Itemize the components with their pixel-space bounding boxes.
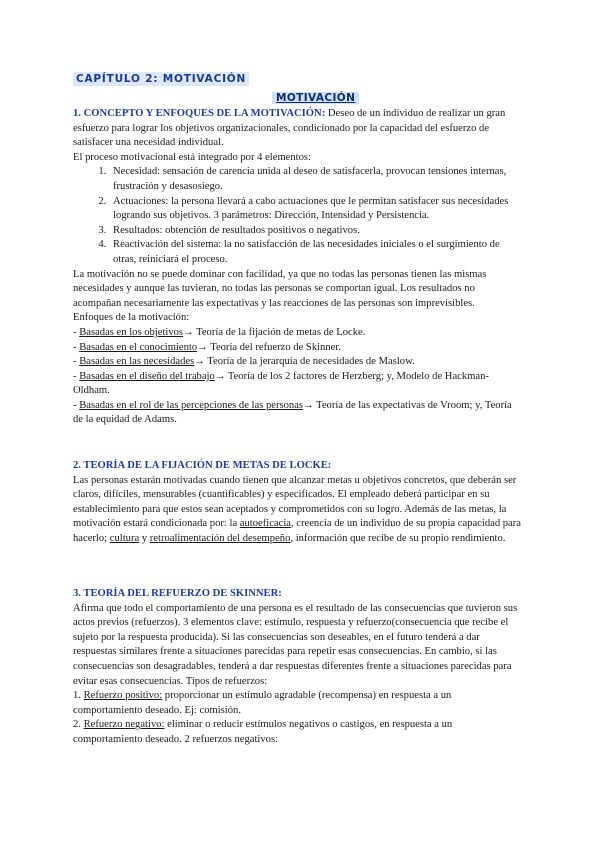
text: , información que recibe de su propio rendimiento. xyxy=(290,532,506,544)
section-1 xyxy=(73,107,523,428)
text: Las personas estarán motivadas cuando tienen que alcanzar metas u objetivos concretos, que deberán ser claros, difíciles, mensurables (cuantificables) y especificados. El empleado deberá participar en su establecimiento para que estos sean aceptados y comprometidos con su logro. Además de las metas, la motivación estará condicionada por: la xyxy=(73,474,517,530)
section-2 xyxy=(73,459,523,547)
text: , creencia de un individuo de su propia capacidad para hacerlo; xyxy=(73,518,521,544)
reinforcement-item xyxy=(73,718,523,747)
dash: - xyxy=(73,326,80,338)
reinforcement-label: Refuerzo positivo: xyxy=(83,690,163,702)
text: y xyxy=(139,532,150,544)
approach-item xyxy=(73,370,523,399)
approach-item xyxy=(73,326,523,341)
approach-text: → Teoría de la jerarquía de necesidades de Maslow. xyxy=(194,356,415,368)
term-retroalimentacion: retroalimentación del desempeño xyxy=(149,532,291,544)
chapter-title: CAPÍTULO 2: MOTIVACIÓN xyxy=(73,72,249,86)
approach-item xyxy=(73,355,523,370)
approach-text: → Teoría de los 2 factores de Herzberg; y, Modelo de Hackman-Oldham. xyxy=(73,370,489,397)
number: 1. xyxy=(73,690,84,702)
reinforcement-text: proporcionar un estímulo agradable (recompensa) en respuesta a un comportamiento deseado. Ej: comisión. xyxy=(73,690,452,716)
section-1-heading: 1. CONCEPTO Y ENFOQUES DE LA MOTIVACIÓN: xyxy=(73,108,326,119)
dash: - xyxy=(73,356,80,368)
approach-label: Basadas en las necesidades xyxy=(79,356,195,368)
approach-text: → Teoría del refuerzo de Skinner. xyxy=(197,341,341,353)
list-item: 2. Actuaciones: la persona llevará a cabo actuaciones que le permitan satisfacer sus necesidades logrando sus objetivos. 3 parámetros: Dirección, Intensidad y Persistencia. xyxy=(109,195,523,224)
approaches-title: Enfoques de la motivación: xyxy=(73,312,190,324)
approach-label: Basadas en el diseño del trabajo xyxy=(79,370,215,382)
number: 2. xyxy=(73,719,84,731)
section-2-heading: 2. TEORÍA DE LA FIJACIÓN DE METAS DE LOCKE: xyxy=(73,460,332,471)
approach-item xyxy=(73,399,523,428)
dash: - xyxy=(73,341,80,353)
reinforcement-text: eliminar o reducir estímulos negativos o castigos, en respuesta a un comportamiento deseado. 2 refuerzos negativos: xyxy=(73,719,453,745)
approach-text: → Teoría de las expectativas de Vroom; y, Teoría de la equidad de Adams. xyxy=(73,399,512,426)
approach-label: Basadas en el conocimiento xyxy=(79,341,198,353)
list-item: 4. Reactivación del sistema: la no satisfacción de las necesidades iniciales o el surgimiento de otras, reiniciará el proceso. xyxy=(109,238,523,267)
term-autoeficacia: autoeficacia xyxy=(239,518,291,530)
reinforcement-label: Refuerzo negativo: xyxy=(83,719,165,731)
approach-item xyxy=(73,341,523,356)
term-cultura: cultura xyxy=(109,532,140,544)
process-intro: El proceso motivacional está integrado por 4 elementos: xyxy=(73,151,311,163)
dash: - xyxy=(73,370,80,382)
approach-label: Basadas en los objetivos xyxy=(79,326,184,338)
approach-text: → Teoría de la fijación de metas de Locke. xyxy=(183,326,366,338)
reinforcement-item xyxy=(73,689,523,718)
motivation-paragraph: La motivación no se puede dominar con facilidad, ya que no todas las personas tienen las mismas necesidades y aunque las tuvieran, no todas las personas se comportan igual. Los resultados no acompañan necesariamente las expectativas y las reacciones de las personas son imprevisibles. xyxy=(73,268,487,309)
section-1-definition: Deseo de un individuo de realizar un gran esfuerzo para lograr los objetivos organizacionales, condicionado por la capacidad del esfuerzo de satisfacer una necesidad individual. xyxy=(73,108,506,149)
section-2-paragraph xyxy=(73,474,523,547)
process-elements-list xyxy=(73,165,523,267)
section-3-paragraph: Afirma que todo el comportamiento de una persona es el resultado de las consecuencias que tuvieron sus actos previos (refuerzos). 3 elementos clave: estímulo, respuesta y refuerzo(consecuencia que recibe el sujeto por la respuesta producida). Si las consecuencias son deseables, en el futuro tenderá a dar respuestas similares frente a situaciones parecidas para repetir esas consecuencias. En cambio, si las consecuencias son desagradables, tenderá a dar respuestas diferentes frente a situaciones parecidas para evitar esas consecuencias. Tipos de refuerzos: xyxy=(73,602,518,687)
approach-label: Basadas en el rol de las percepciones de las personas xyxy=(79,399,304,411)
section-1-paragraph xyxy=(73,107,523,151)
list-item: 3. Resultados: obtención de resultados positivos o negativos. xyxy=(109,224,523,239)
section-3-heading: 3. TEORÍA DEL REFUERZO DE SKINNER: xyxy=(73,588,282,599)
list-item: 1. Necesidad: sensación de carencia unida al deseo de satisfacerla, provocan tensiones internas, frustración y desasosiego. xyxy=(109,165,523,194)
section-3 xyxy=(73,587,523,748)
dash: - xyxy=(73,399,80,411)
topic-title: MOTIVACIÓN xyxy=(272,92,359,104)
